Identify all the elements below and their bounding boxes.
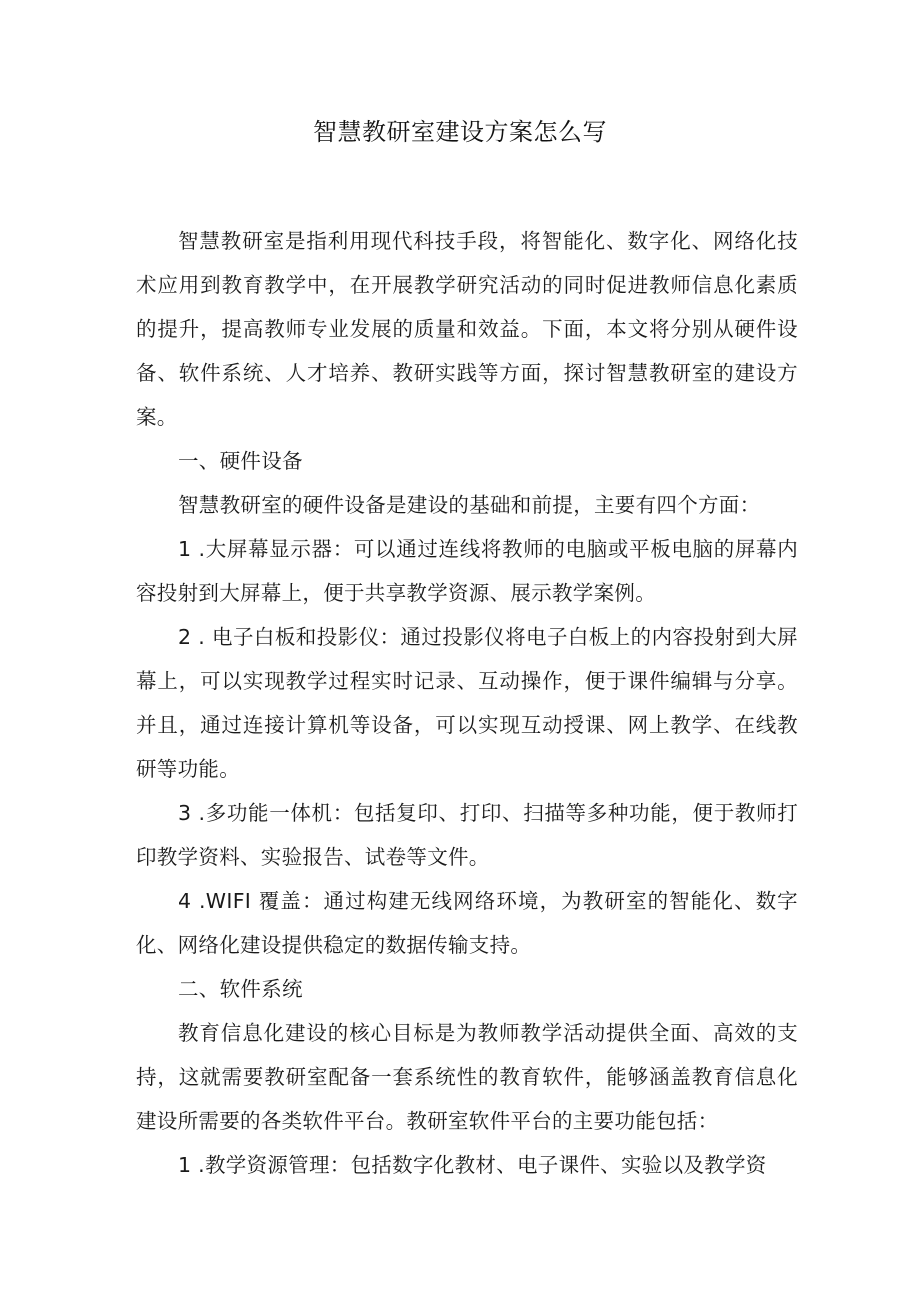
software-item-1: 1 .教学资源管理：包括数字化教材、电子课件、实验以及教学资: [178, 1153, 767, 1177]
hardware-item-2: 2 . 电子白板和投影仪：通过投影仪将电子白板上的内容投射到大屏幕上，可以实现教学过程实时记录、互动操作，便于课件编辑与分享。并且，通过连接计算机等设备，可以实现互动授课、网上教学、在线教研等功能。: [136, 625, 798, 781]
hardware-item-4: 4 .WIFI 覆盖：通过构建无线网络环境，为教研室的智能化、数字化、网络化建设提供稳定的数据传输支持。: [136, 889, 798, 957]
section-heading-software: 二、软件系统: [178, 977, 303, 1001]
hardware-item-1: 1 .大屏幕显示器：可以通过连线将教师的电脑或平板电脑的屏幕内容投射到大屏幕上，便于共享教学资源、展示教学案例。: [136, 537, 798, 605]
software-lead-paragraph: 教育信息化建设的核心目标是为教师教学活动提供全面、高效的支持，这就需要教研室配备一套系统性的教育软件，能够涵盖教育信息化建设所需要的各类软件平台。教研室软件平台的主要功能包括：: [136, 1021, 798, 1133]
section-heading-hardware: 一、硬件设备: [178, 449, 303, 473]
hardware-lead-paragraph: 智慧教研室的硬件设备是建设的基础和前提，主要有四个方面：: [178, 493, 761, 517]
intro-paragraph: 智慧教研室是指利用现代科技手段，将智能化、数字化、网络化技术应用到教育教学中，在开展教学研究活动的同时促进教师信息化素质的提升，提高教师专业发展的质量和效益。下面，本文将分别从硬件设备、软件系统、人才培养、教研实践等方面，探讨智慧教研室的建设方案。: [136, 229, 798, 429]
hardware-item-3: 3 .多功能一体机：包括复印、打印、扫描等多种功能，便于教师打印教学资料、实验报告、试卷等文件。: [136, 801, 798, 869]
document-title: 智慧教研室建设方案怎么写: [313, 118, 607, 146]
document-body: [136, 219, 798, 1187]
